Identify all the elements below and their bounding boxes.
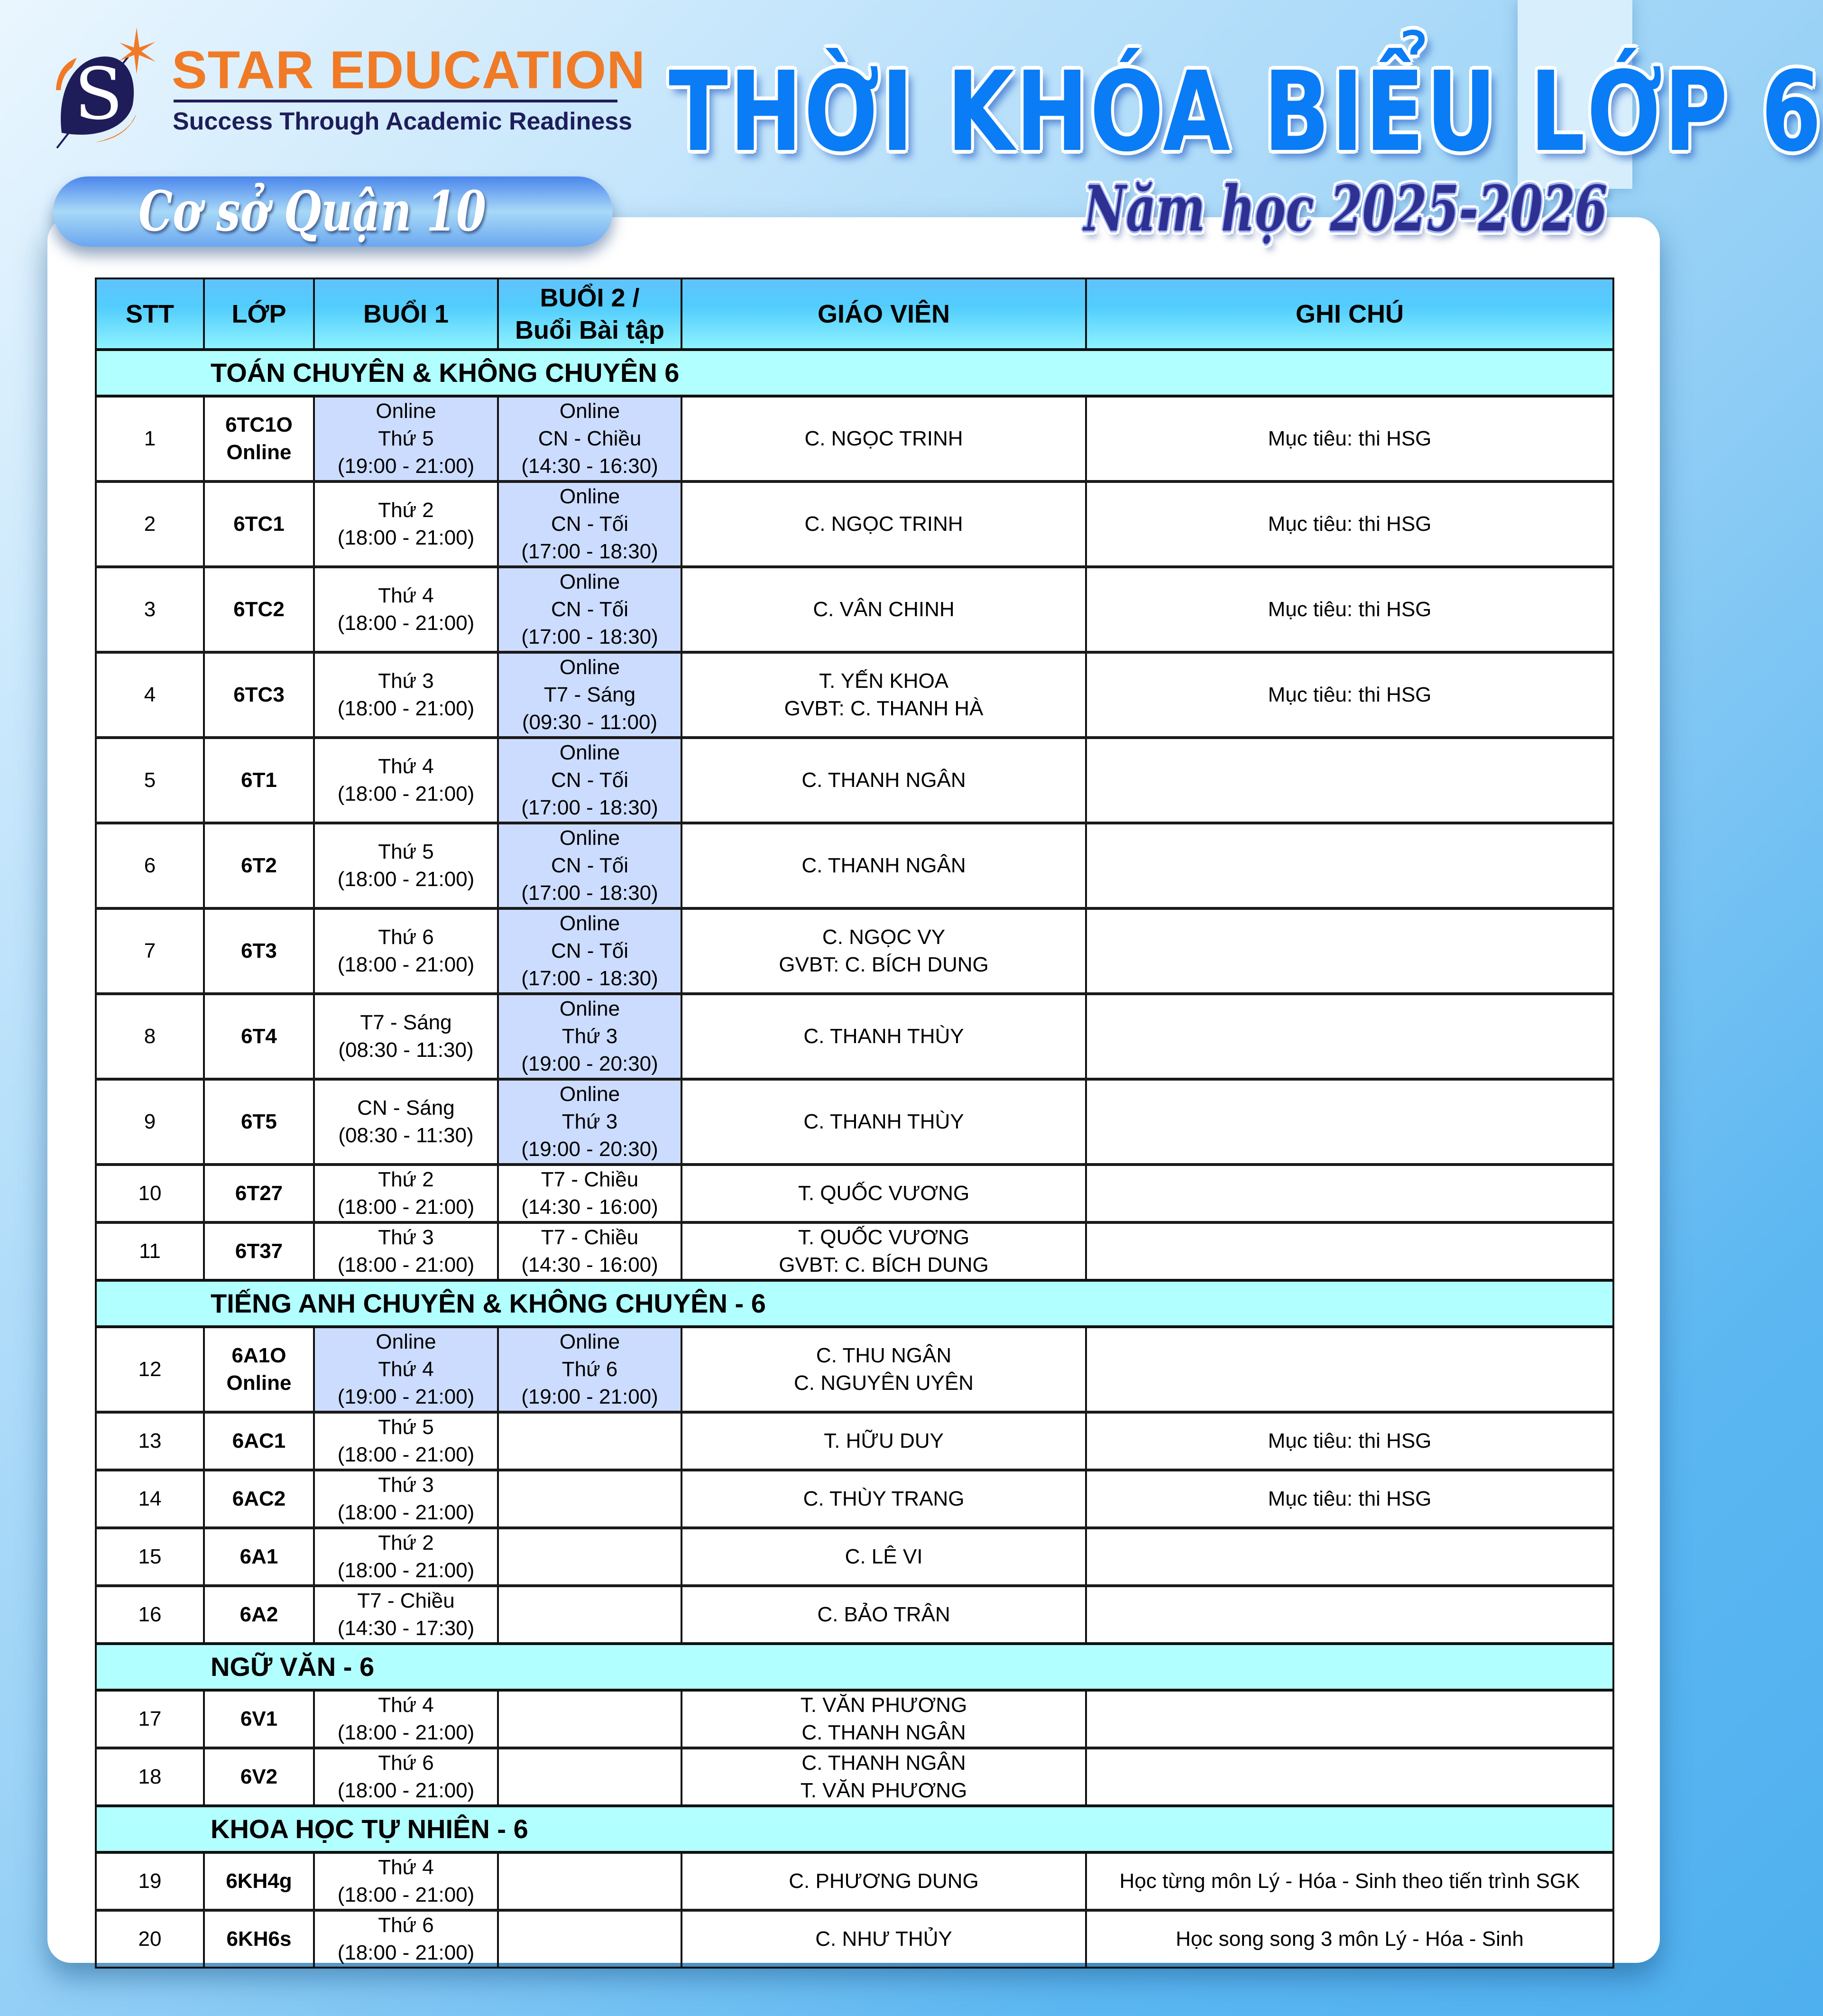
star-education-logo-icon [43,24,166,147]
cell-session-1 [314,1470,498,1528]
cell-note: Mục tiêu: thi HSG [1086,567,1613,652]
class-code: 6TC3 [233,683,285,706]
cell-session-1 [314,1528,498,1586]
cell-session-1 [314,1165,498,1222]
cell-stt: 16 [96,1586,204,1644]
session-2-text: Online [559,570,620,593]
session-2-text: CN - Tối [551,598,628,621]
teacher-name: C. THÙY TRANG [803,1487,965,1510]
session-2-text: T7 - Chiều [541,1226,639,1249]
session-1-text: (18:00 - 21:00) [337,1883,475,1906]
header-buoi-1: BUỔI 1 [314,278,498,350]
header-buoi-2-line2: Buổi Bài tập [515,315,664,344]
class-code: 6T3 [241,939,277,962]
session-1-text: Thứ 5 [378,1415,434,1439]
table-row [96,1412,1613,1470]
cell-note: Mục tiêu: thi HSG [1086,652,1613,738]
session-1-text: (18:00 - 21:00) [337,1195,475,1219]
header-giao-vien: GIÁO VIÊN [681,278,1086,350]
table-row [96,1586,1613,1644]
teacher-name: C. NGỌC TRINH [804,427,963,450]
cell-stt: 1 [96,396,204,481]
session-2-text: (19:00 - 20:30) [521,1052,658,1075]
cell-session-1 [314,1910,498,1968]
cell-session-1 [314,823,498,908]
header-ghi-chu: GHI CHÚ [1086,278,1613,350]
brand-name: STAR EDUCATION [172,40,646,100]
cell-class [204,1079,314,1165]
schedule-table [95,277,1614,1969]
class-code: 6T2 [241,854,277,877]
cell-stt: 14 [96,1470,204,1528]
class-code: 6AC1 [232,1429,286,1452]
cell-session-1 [314,1079,498,1165]
session-1-text: Thứ 3 [378,669,434,693]
cell-stt: 19 [96,1852,204,1910]
teacher-name: T. VĂN PHƯƠNG [800,1693,967,1717]
session-2-text: Online [559,656,620,679]
cell-session-1 [314,396,498,481]
session-1-text: (18:00 - 21:00) [337,1941,475,1964]
session-2-text: CN - Tối [551,939,628,962]
cell-session-1 [314,1690,498,1748]
section-title: KHOA HỌC TỰ NHIÊN - 6 [96,1806,1613,1852]
cell-session-2 [498,567,681,652]
section-title: TOÁN CHUYÊN & KHÔNG CHUYÊN 6 [96,350,1613,396]
cell-session-1 [314,652,498,738]
cell-note [1086,1165,1613,1222]
table-header-row [96,278,1613,350]
class-code: 6T27 [235,1182,283,1205]
table-row [96,481,1613,567]
header-stt: STT [96,278,204,350]
header-buoi-2 [498,278,681,350]
session-1-text: Thứ 6 [378,1751,434,1775]
cell-note: Mục tiêu: thi HSG [1086,1470,1613,1528]
cell-teacher [681,652,1086,738]
cell-class [204,1748,314,1806]
class-code: 6T4 [241,1025,277,1048]
cell-teacher [681,908,1086,994]
cell-session-1 [314,908,498,994]
page-title: THỜI KHÓA BIỂU LỚP 6 [669,48,1823,176]
session-1-text: (18:00 - 21:00) [337,1559,475,1582]
cell-session-1 [314,1412,498,1470]
cell-class [204,1222,314,1280]
session-2-text: Online [559,399,620,423]
teacher-name: C. THANH NGÂN [801,854,966,877]
cell-session-2 [498,1748,681,1806]
session-2-text: (19:00 - 20:30) [521,1137,658,1161]
cell-session-1 [314,1222,498,1280]
section-row [96,350,1613,396]
cell-session-2 [498,1586,681,1644]
session-1-text: (18:00 - 21:00) [337,1253,475,1276]
section-title: TIẾNG ANH CHUYÊN & KHÔNG CHUYÊN - 6 [96,1280,1613,1327]
cell-class [204,1528,314,1586]
brand-divider [174,100,617,102]
teacher-name: C. NGỌC TRINH [804,512,963,536]
teacher-name: T. HỮU DUY [824,1429,944,1452]
class-code: 6A1 [239,1545,278,1568]
session-1-text: (18:00 - 21:00) [337,1721,475,1744]
cell-note [1086,1079,1613,1165]
session-1-text: (18:00 - 21:00) [337,611,475,635]
cell-stt: 5 [96,738,204,823]
cell-stt: 10 [96,1165,204,1222]
session-2-text: (14:30 - 16:00) [521,1253,658,1276]
table-row [96,1910,1613,1968]
table-row [96,1690,1613,1748]
session-2-text: (14:30 - 16:30) [521,454,658,478]
class-code: Online [226,441,292,464]
session-1-text: Thứ 6 [378,925,434,949]
cell-stt: 8 [96,994,204,1079]
cell-teacher [681,1470,1086,1528]
cell-stt: 4 [96,652,204,738]
cell-class [204,908,314,994]
cell-class [204,1690,314,1748]
svg-text:S: S [74,53,123,136]
cell-note [1086,1327,1613,1412]
cell-session-1 [314,1327,498,1412]
cell-class [204,738,314,823]
cell-note: Mục tiêu: thi HSG [1086,1412,1613,1470]
session-2-text: (17:00 - 18:30) [521,967,658,990]
table-row [96,994,1613,1079]
cell-note [1086,994,1613,1079]
cell-stt: 6 [96,823,204,908]
session-1-text: (18:00 - 21:00) [337,1443,475,1466]
cell-session-2 [498,1528,681,1586]
session-1-text: Online [376,399,436,423]
cell-session-1 [314,1586,498,1644]
cell-stt: 20 [96,1910,204,1968]
cell-stt: 9 [96,1079,204,1165]
session-1-text: Thứ 5 [378,427,434,450]
cell-session-1 [314,1852,498,1910]
cell-note [1086,1222,1613,1280]
class-code: 6T1 [241,768,277,792]
session-2-text: (14:30 - 16:00) [521,1195,658,1219]
session-1-text: Thứ 3 [378,1473,434,1497]
session-1-text: Thứ 6 [378,1914,434,1937]
session-2-text: Online [559,997,620,1020]
cell-teacher [681,1327,1086,1412]
cell-teacher [681,1528,1086,1586]
table-row [96,652,1613,738]
session-1-text: Thứ 2 [378,499,434,522]
session-1-text: (14:30 - 17:30) [337,1617,475,1640]
cell-session-1 [314,994,498,1079]
class-code: 6KH6s [226,1927,292,1951]
cell-session-2 [498,1165,681,1222]
cell-note: Mục tiêu: thi HSG [1086,481,1613,567]
cell-note [1086,908,1613,994]
cell-teacher [681,1412,1086,1470]
brand-tagline: Success Through Academic Readiness [173,108,633,135]
cell-class [204,481,314,567]
cell-teacher [681,1852,1086,1910]
header-buoi-2-line1: BUỔI 2 / [540,283,640,312]
session-1-text: (18:00 - 21:00) [337,1501,475,1524]
teacher-name: C. NGUYÊN UYÊN [794,1371,974,1395]
table-row [96,1327,1613,1412]
table-row [96,567,1613,652]
cell-stt: 15 [96,1528,204,1586]
class-code: 6TC1 [233,512,285,536]
table-body [96,350,1613,1968]
session-1-text: Thứ 2 [378,1168,434,1191]
section-title: NGỮ VĂN - 6 [96,1644,1613,1690]
table-row [96,1852,1613,1910]
session-2-text: (09:30 - 11:00) [522,711,658,734]
session-1-text: T7 - Sáng [360,1011,452,1034]
session-1-text: (18:00 - 21:00) [337,868,475,891]
session-2-text: Online [559,1082,620,1106]
teacher-name: C. NHƯ THỦY [815,1927,952,1951]
session-1-text: Thứ 4 [378,1693,434,1717]
cell-stt: 17 [96,1690,204,1748]
table-row [96,1079,1613,1165]
cell-session-2 [498,1470,681,1528]
class-code: 6TC1O [225,413,293,436]
cell-session-2 [498,1852,681,1910]
session-1-text: Online [376,1330,436,1353]
session-1-text: (08:30 - 11:30) [338,1038,474,1062]
section-row [96,1280,1613,1327]
session-2-text: CN - Tối [551,768,628,792]
cell-session-2 [498,396,681,481]
cell-session-1 [314,738,498,823]
session-1-text: T7 - Chiều [357,1589,455,1612]
cell-note [1086,1748,1613,1806]
table-row [96,738,1613,823]
teacher-name: GVBT: C. BÍCH DUNG [779,953,989,976]
section-row [96,1806,1613,1852]
session-2-text: Online [559,912,620,935]
table-row [96,1222,1613,1280]
cell-class [204,1165,314,1222]
teacher-name: C. PHƯƠNG DUNG [789,1869,979,1893]
header-lop: LỚP [204,278,314,350]
session-1-text: Thứ 5 [378,840,434,863]
teacher-name: C. THU NGÂN [816,1344,952,1367]
cell-session-2 [498,481,681,567]
cell-class [204,1327,314,1412]
session-2-text: Online [559,741,620,764]
cell-note [1086,823,1613,908]
class-code: 6A1O [231,1344,286,1367]
cell-class [204,1412,314,1470]
cell-teacher [681,481,1086,567]
teacher-name: T. QUỐC VƯƠNG [798,1182,970,1205]
session-2-text: CN - Tối [551,854,628,877]
teacher-name: C. THANH NGÂN [801,768,966,792]
cell-class [204,823,314,908]
cell-session-1 [314,567,498,652]
teacher-name: C. THANH NGÂN [801,1721,966,1744]
section-row [96,1644,1613,1690]
cell-session-2 [498,1910,681,1968]
campus-label: Cơ sở Quận 10 [138,179,487,244]
cell-session-1 [314,1748,498,1806]
class-code: 6TC2 [233,598,285,621]
session-2-text: Thứ 3 [562,1025,618,1048]
cell-session-2 [498,1327,681,1412]
class-code: 6A2 [239,1603,278,1626]
cell-stt: 12 [96,1327,204,1412]
cell-class [204,652,314,738]
cell-stt: 11 [96,1222,204,1280]
teacher-name: C. LÊ VI [845,1545,923,1568]
session-1-text: Thứ 2 [378,1531,434,1554]
cell-teacher [681,1079,1086,1165]
cell-note [1086,1690,1613,1748]
cell-class [204,994,314,1079]
cell-session-1 [314,481,498,567]
cell-teacher [681,738,1086,823]
session-2-text: Online [559,1330,620,1353]
cell-teacher [681,567,1086,652]
table-row [96,1748,1613,1806]
cell-teacher [681,994,1086,1079]
session-1-text: (18:00 - 21:00) [337,526,475,549]
cell-stt: 2 [96,481,204,567]
table-row [96,396,1613,481]
session-2-text: T7 - Chiều [541,1168,639,1191]
session-1-text: (08:30 - 11:30) [338,1124,474,1147]
session-1-text: (19:00 - 21:00) [337,1385,475,1408]
cell-session-2 [498,994,681,1079]
cell-teacher [681,1910,1086,1968]
cell-teacher [681,1748,1086,1806]
class-code: 6V2 [240,1765,278,1788]
teacher-name: C. BẢO TRÂN [817,1603,950,1626]
session-2-text: (17:00 - 18:30) [521,796,658,819]
session-2-text: Online [559,485,620,508]
session-1-text: Thứ 3 [378,1226,434,1249]
cell-class [204,396,314,481]
table-row [96,1470,1613,1528]
session-2-text: CN - Tối [551,512,628,536]
class-code: 6AC2 [232,1487,286,1510]
class-code: 6KH4g [226,1869,292,1893]
cell-session-2 [498,1222,681,1280]
cell-session-2 [498,652,681,738]
cell-teacher [681,1586,1086,1644]
teacher-name: C. NGỌC VY [822,925,946,949]
cell-session-2 [498,1412,681,1470]
table-row [96,1165,1613,1222]
cell-class [204,567,314,652]
teacher-name: T. VĂN PHƯƠNG [800,1779,967,1802]
cell-stt: 7 [96,908,204,994]
session-2-text: (17:00 - 18:30) [521,540,658,563]
cell-note [1086,1528,1613,1586]
cell-teacher [681,1165,1086,1222]
cell-session-2 [498,1690,681,1748]
cell-teacher [681,1690,1086,1748]
table-row [96,1528,1613,1586]
session-1-text: (18:00 - 21:00) [337,782,475,805]
class-code: Online [226,1371,292,1395]
cell-session-2 [498,908,681,994]
cell-class [204,1852,314,1910]
session-1-text: Thứ 4 [378,1358,434,1381]
school-year: Năm học 2025-2026 [1084,172,1607,246]
teacher-name: C. THANH THÙY [803,1110,964,1133]
session-1-text: (18:00 - 21:00) [337,697,475,720]
session-2-text: CN - Chiều [538,427,642,450]
teacher-name: T. QUỐC VƯƠNG [798,1226,970,1249]
cell-session-2 [498,1079,681,1165]
teacher-name: GVBT: C. BÍCH DUNG [779,1253,989,1276]
session-2-text: (17:00 - 18:30) [521,881,658,905]
session-1-text: Thứ 4 [378,755,434,778]
cell-note [1086,1586,1613,1644]
cell-note: Mục tiêu: thi HSG [1086,396,1613,481]
cell-teacher [681,823,1086,908]
session-2-text: Thứ 6 [562,1358,618,1381]
cell-class [204,1586,314,1644]
cell-session-2 [498,738,681,823]
session-2-text: (17:00 - 18:30) [521,625,658,648]
session-2-text: Thứ 3 [562,1110,618,1133]
cell-stt: 3 [96,567,204,652]
session-1-text: Thứ 4 [378,1856,434,1879]
session-2-text: Online [559,826,620,850]
session-1-text: Thứ 4 [378,584,434,607]
table-row [96,823,1613,908]
cell-teacher [681,1222,1086,1280]
teacher-name: GVBT: C. THANH HÀ [784,697,984,720]
teacher-name: C. THANH THÙY [803,1025,964,1048]
class-code: 6T37 [235,1239,283,1263]
session-1-text: (19:00 - 21:00) [337,454,475,478]
class-code: 6V1 [240,1707,278,1730]
cell-note: Học song song 3 môn Lý - Hóa - Sinh [1086,1910,1613,1968]
session-1-text: CN - Sáng [357,1096,455,1119]
cell-stt: 13 [96,1412,204,1470]
cell-class [204,1910,314,1968]
cell-session-2 [498,823,681,908]
cell-teacher [681,396,1086,481]
teacher-name: T. YẾN KHOA [819,669,949,693]
table-row [96,908,1613,994]
cell-note: Học từng môn Lý - Hóa - Sinh theo tiến trình SGK [1086,1852,1613,1910]
session-1-text: (18:00 - 21:00) [337,1779,475,1802]
session-2-text: (19:00 - 21:00) [521,1385,658,1408]
session-2-text: T7 - Sáng [543,683,636,706]
cell-stt: 18 [96,1748,204,1806]
class-code: 6T5 [241,1110,277,1133]
cell-class [204,1470,314,1528]
session-1-text: (18:00 - 21:00) [337,953,475,976]
teacher-name: C. THANH NGÂN [801,1751,966,1775]
cell-note [1086,738,1613,823]
teacher-name: C. VÂN CHINH [813,598,955,621]
campus-badge [53,176,613,247]
